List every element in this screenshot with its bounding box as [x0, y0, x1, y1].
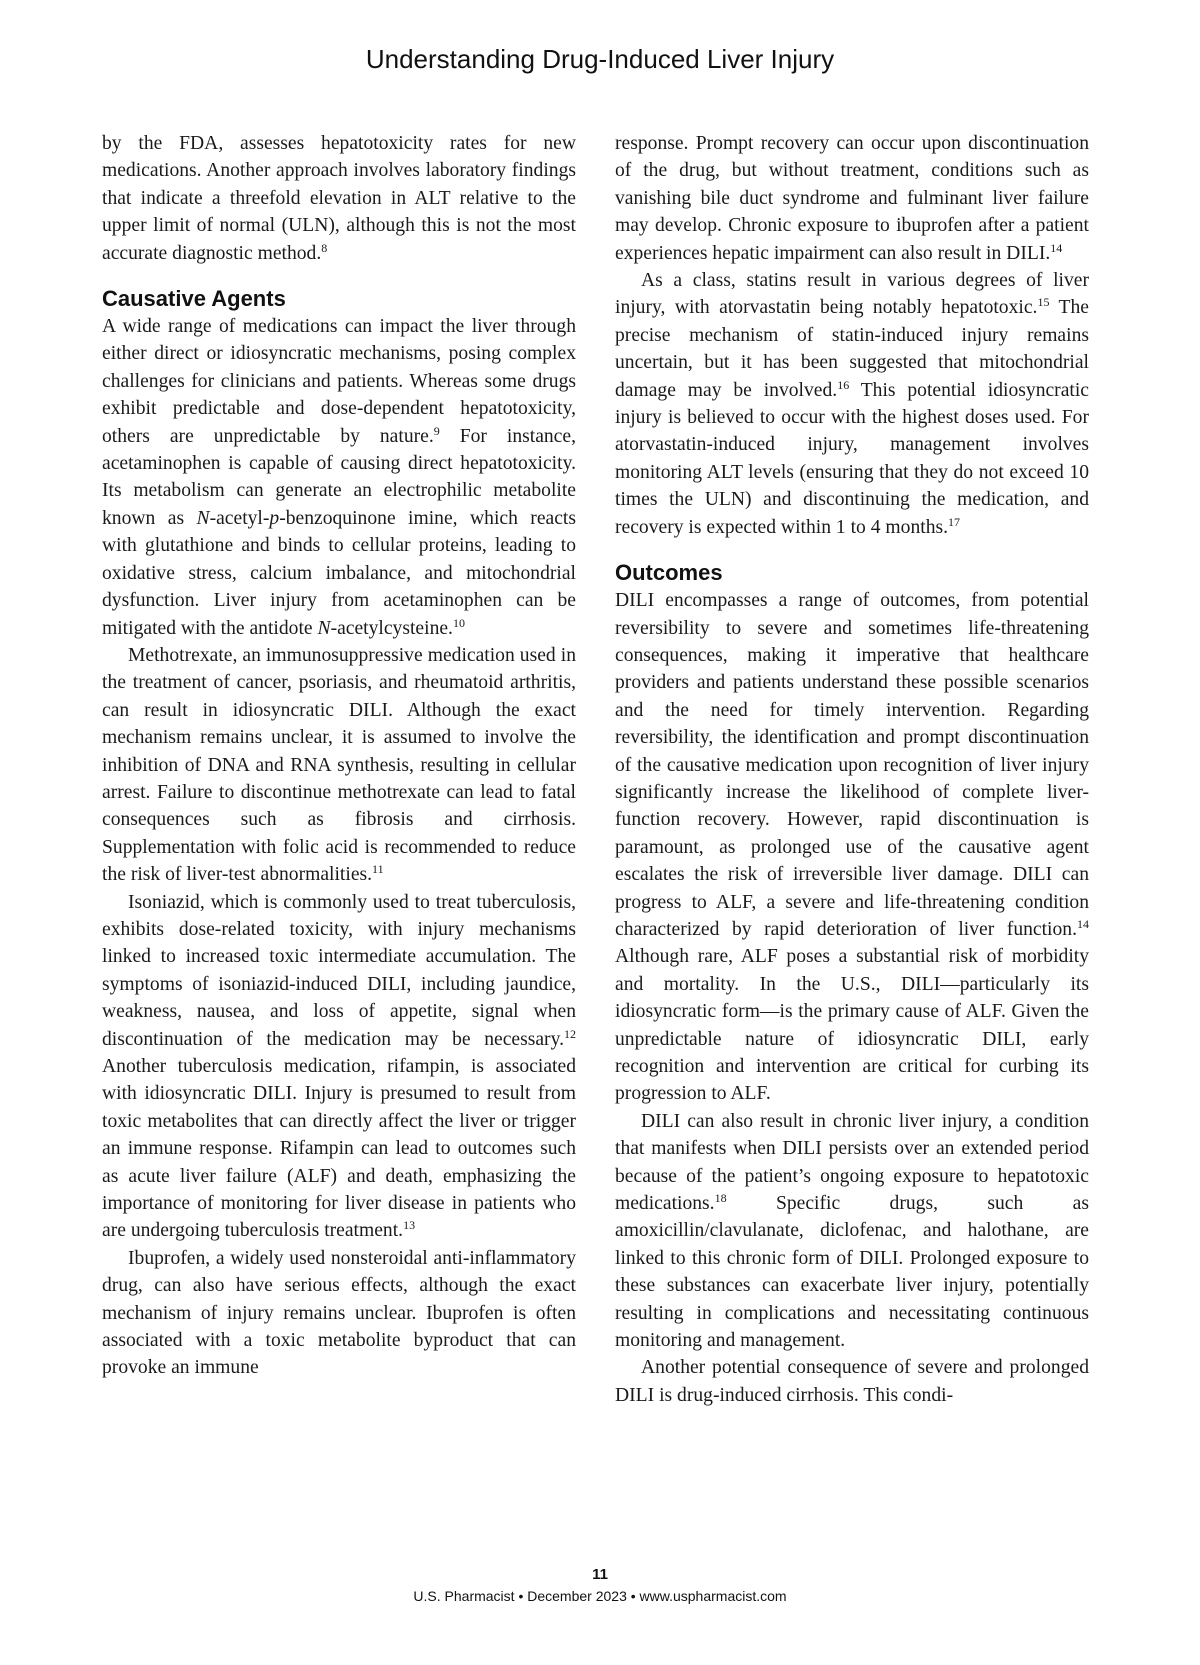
page-number: 11	[592, 1566, 608, 1583]
paragraph-fda-assessment: by the FDA, assesses hepatotoxicity rates for new medications. Another approach involves laboratory findings that indicate a threefold elevation in ALT relative to the upper limit of normal (ULN), although this is not the most accurate diagnostic method.$^8$	[102, 133, 576, 264]
reference-superscript: 10	[452, 615, 465, 630]
reference-superscript: 18	[714, 1191, 727, 1206]
reference-superscript: 17	[948, 514, 961, 529]
paragraph-causative-agents: A wide range of medications can impact the liver through either direct or idiosyncratic mechanisms, posing complex challenges for clinicians and patients. Whereas some drugs exhibit predictable and dose-dependent hepatotoxicity, others are unpredictable by nature.$^9$ For instance, acetaminophen is capable of causing direct hepatotoxicity. Its metabolism can generate an electrophilic metabolite known as N-acetyl-p-benzoquinone imine, which reacts with glutathione and binds to cellular proteins, leading to oxidative stress, calcium imbalance, and mitochondrial dysfunction. Liver injury from acetaminophen can be mitigated with the antidote N-acetylcysteine.$^{10}$	[102, 316, 576, 639]
reference-superscript: 11	[372, 862, 384, 877]
publication-footer: U.S. Pharmacist • December 2023 • www.uspharmacist.com	[413, 1588, 787, 1604]
section-heading-causative-agents: Causative Agents	[102, 286, 286, 312]
reference-superscript: 13	[403, 1218, 416, 1233]
right-column	[615, 130, 1089, 1409]
reference-superscript: 9	[433, 423, 440, 438]
paragraph-isoniazid-rifampin: Isoniazid, which is commonly used to treat tuberculosis, exhibits dose-related toxicity, with injury mechanisms linked to increased toxic intermediate accumulation. The symptoms of isoniazid-induced DILI, including jaundice, weakness, nausea, and loss of appetite, signal when discontinuation of the medication may be necessary.$^{12}$ Another tuberculosis medication, rifampin, is associated with idiosyncratic DILI. Injury is presumed to result from toxic metabolites that can directly affect the liver or trigger an immune response. Rifampin can lead to outcomes such as acute liver failure (ALF) and death, emphasizing the importance of monitoring for liver disease in patients who are undergoing tuberculosis treatment.$^{13}$	[102, 891, 576, 1242]
paragraph-statins: As a class, statins result in various degrees of liver injury, with atorvastatin being notably hepatotoxic.$^{15}$ The precise mechanism of statin-induced injury remains uncertain, but it has been suggested that mitochondrial damage may be involved.$^{16}$ This potential idiosyncratic injury is believed to occur with the highest doses used. For atorvastatin-induced injury, management involves monitoring ALT levels (ensuring that they do not exceed 10 times the ULN) and discontinuing the medication, and recovery is expected within 1 to 4 months.$^{17}$	[615, 270, 1089, 538]
paragraph-chronic-injury: DILI can also result in chronic liver injury, a condition that manifests when DILI persists over an extended period because of the patient’s ongoing exposure to hepatotoxic medications.$^{18}$ Specific drugs, such as amoxicillin/clavulanate, diclofenac, and halothane, are linked to this chronic form of DILI. Prolonged exposure to these substances can exacerbate liver injury, potentially resulting in complications and necessitating continuous monitoring and management.	[615, 1110, 1089, 1352]
paragraph-outcomes: DILI encompasses a range of outcomes, from potential reversibility to severe and sometimes life-threatening consequences, making it imperative that healthcare providers and patients understand these possible scenarios and the need for timely intervention. Regarding reversibility, the identification and prompt discontinuation of the causative medication upon recognition of liver injury significantly increase the likelihood of complete liver-function recovery. However, rapid discontinuation is paramount, as prolonged use of the causative agent escalates the risk of irreversible liver damage. DILI can progress to ALF, a severe and life-threatening condition characterized by rapid deterioration of liver function.$^{14}$ Although rare, ALF poses a substantial risk of morbidity and mortality. In the U.S., DILI—particularly its idiosyncratic form—is the primary cause of ALF. Given the unpredictable nature of idiosyncratic DILI, early recognition and intervention are critical for curbing its progression to ALF.	[615, 590, 1089, 1105]
reference-superscript: 16	[837, 377, 850, 392]
left-column	[102, 130, 576, 1382]
reference-superscript: 8	[321, 240, 328, 255]
section-heading-outcomes: Outcomes	[615, 560, 723, 586]
running-head-title: Understanding Drug-Induced Liver Injury	[365, 44, 835, 74]
reference-superscript: 12	[564, 1026, 576, 1041]
paragraph-methotrexate: Methotrexate, an immunosuppressive medication used in the treatment of cancer, psoriasis, and rheumatoid arthritis, can result in idiosyncratic DILI. Although the exact mechanism remains unclear, it is assumed to involve the inhibition of DNA and RNA synthesis, resulting in cellular arrest. Failure to discontinue methotrexate can lead to fatal consequences such as fibrosis and cirrhosis. Supplementation with folic acid is recommended to reduce the risk of liver-test abnormalities.$^{11}$	[102, 644, 576, 886]
paragraph-ibuprofen-continued: response. Prompt recovery can occur upon discontinuation of the drug, but without treatment, conditions such as vanishing bile duct syndrome and fulminant liver failure may develop. Chronic exposure to ibuprofen after a patient experiences hepatic impairment can also result in DILI.$^{14}$	[615, 133, 1089, 264]
reference-superscript: 14	[1077, 916, 1089, 931]
reference-superscript: 14	[1050, 240, 1063, 255]
paragraph-ibuprofen: Ibuprofen, a widely used nonsteroidal anti-inflammatory drug, can also have serious effects, although the exact mechanism of injury remains unclear. Ibuprofen is often associated with a toxic metabolite byproduct that can provoke an immune	[102, 1247, 576, 1379]
reference-superscript: 15	[1037, 295, 1050, 310]
paragraph-cirrhosis: Another potential consequence of severe and prolonged DILI is drug-induced cirrhosis. This condi-	[615, 1357, 1089, 1406]
